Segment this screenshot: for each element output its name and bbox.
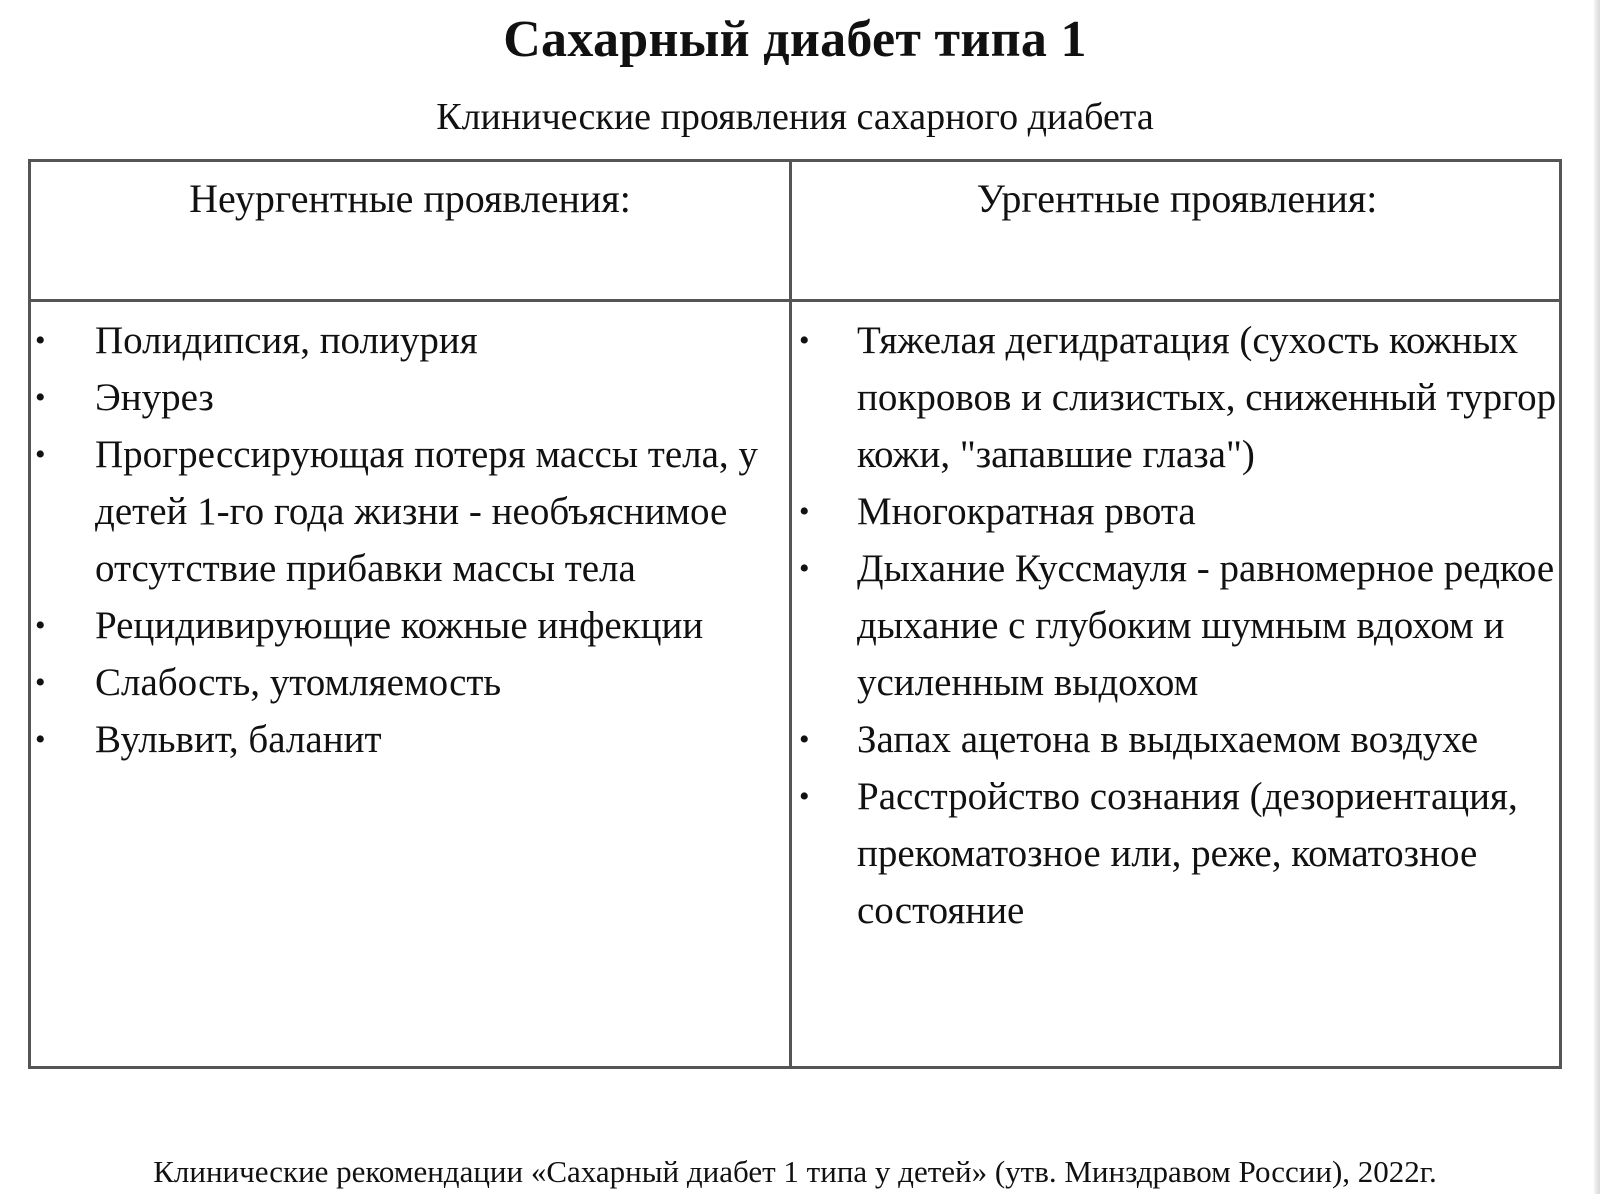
list-item: [31, 369, 781, 426]
list-item-text: Дыхание Куссмауля - равномерное редкое дыхание с глубоким шумным вдохом и усиленным выдохом: [857, 547, 1555, 704]
list-item-text: Расстройство сознания (дезориентация, прекоматозное или, реже, коматозное состояние: [857, 775, 1518, 932]
list-item: [31, 312, 781, 369]
list-item-text: Запах ацетона в выдыхаемом воздухе: [857, 718, 1479, 761]
list-item-text: Прогрессирующая потеря массы тела, у детей 1-го года жизни - необъяснимое отсутствие прибавки массы тела: [95, 433, 758, 590]
list-item: [792, 540, 1562, 711]
list-item: [792, 483, 1562, 540]
bullet-icon: •: [35, 666, 46, 699]
list-item: [792, 768, 1562, 939]
list-item: [31, 711, 781, 768]
list-item: [792, 711, 1562, 768]
symptoms-table: [28, 159, 1562, 1069]
page-title: Сахарный диабет типа 1: [503, 11, 1087, 68]
bullet-icon: •: [35, 438, 46, 471]
bullet-icon: •: [799, 495, 810, 528]
source-citation: Клинические рекомендации «Сахарный диабет 1 типа у детей» (утв. Минздравом России), 2022г.: [153, 1154, 1437, 1189]
list-item-text: Рецидивирующие кожные инфекции: [95, 604, 704, 647]
urgent-list: [792, 312, 1562, 939]
list-item: [31, 426, 781, 597]
bullet-icon: •: [799, 324, 810, 357]
bullet-icon: •: [35, 609, 46, 642]
bullet-icon: •: [799, 723, 810, 756]
header-divider: [31, 299, 1559, 302]
bullet-icon: •: [35, 324, 46, 357]
bullet-icon: •: [799, 780, 810, 813]
list-item: [31, 597, 781, 654]
list-item: [792, 312, 1562, 483]
bullet-icon: •: [799, 552, 810, 585]
list-item: [31, 654, 781, 711]
list-item-text: Вульвит, баланит: [95, 718, 382, 761]
page-subtitle: Клинические проявления сахарного диабета: [436, 96, 1154, 138]
non-urgent-list: [31, 312, 781, 768]
page-edge-shadow: [1594, 0, 1600, 1194]
list-item-text: Энурез: [95, 376, 214, 419]
bullet-icon: •: [35, 723, 46, 756]
list-item-text: Полидипсия, полиурия: [95, 319, 478, 362]
urgent-header: Ургентные проявления:: [976, 176, 1378, 221]
list-item-text: Тяжелая дегидратация (сухость кожных покровов и слизистых, сниженный тургор кожи, "запавшие глаза"): [857, 319, 1557, 476]
list-item-text: Многократная рвота: [857, 490, 1196, 533]
non-urgent-header: Неургентные проявления:: [189, 176, 631, 221]
bullet-icon: •: [35, 381, 46, 414]
list-item-text: Слабость, утомляемость: [95, 661, 502, 704]
